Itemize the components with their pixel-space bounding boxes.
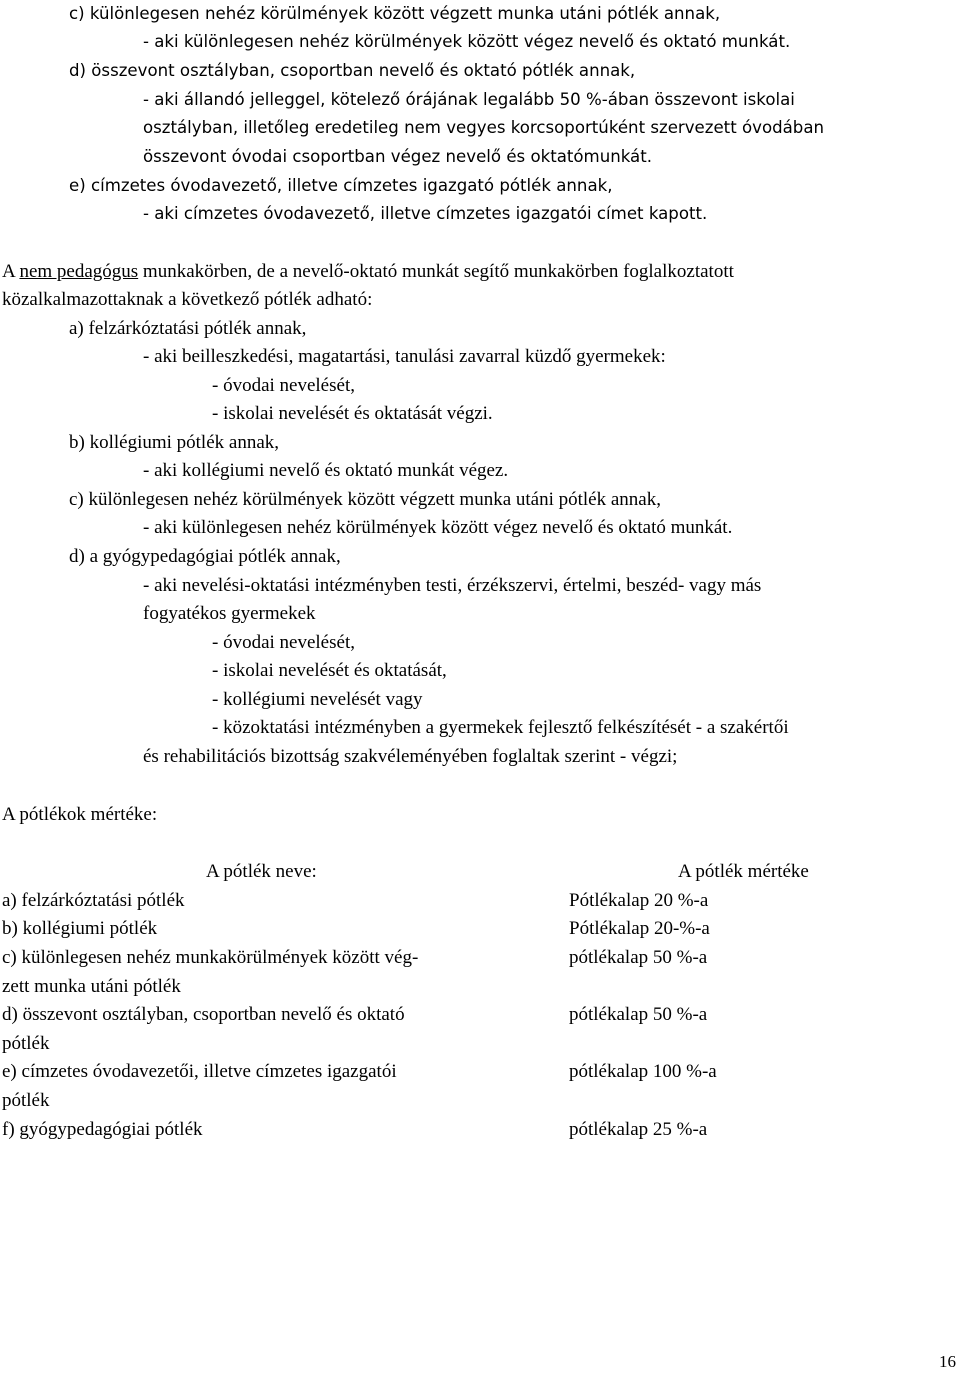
row-name: f) gyógypedagógiai pótlék xyxy=(2,1119,203,1140)
row-name: c) különlegesen nehéz munkakörülmények között vég- xyxy=(2,947,419,968)
table-header-name: A pótlék neve: xyxy=(206,861,317,882)
row-name-cont: zett munka utáni pótlék xyxy=(2,976,181,997)
list-b-title: b) kollégiumi pótlék annak, xyxy=(69,432,280,453)
list-d-title: d) a gyógypedagógiai pótlék annak, xyxy=(69,546,341,567)
list-d-s2: - iskolai nevelését és oktatását, xyxy=(212,660,447,681)
row-name-cont: pótlék xyxy=(2,1033,50,1054)
list-d-s1: - óvodai nevelését, xyxy=(212,632,355,653)
measure-heading: A pótlékok mértéke: xyxy=(2,804,158,825)
item-c-sub: - aki különlegesen nehéz körülmények között végez nevelő és oktató munkát. xyxy=(143,32,791,51)
intro-line2: közalkalmazottaknak a következő pótlék adható: xyxy=(2,289,373,310)
list-a-sub1: - óvodai nevelését, xyxy=(212,375,355,396)
row-name: e) címzetes óvodavezetői, illetve címzetes igazgatói xyxy=(2,1061,397,1082)
item-e-title: e) címzetes óvodavezető, illetve címzetes igazgató pótlék annak, xyxy=(69,176,613,195)
item-d-line3: összevont óvodai csoportban végez nevelő és oktatómunkát. xyxy=(143,147,653,166)
item-d-title: d) összevont osztályban, csoportban nevelő és oktató pótlék annak, xyxy=(69,61,636,80)
list-a-title: a) felzárkóztatási pótlék annak, xyxy=(69,318,307,339)
row-rate: pótlékalap 25 %-a xyxy=(569,1119,708,1140)
row-name: a) felzárkóztatási pótlék xyxy=(2,890,185,911)
list-c-title: c) különlegesen nehéz körülmények között végzett munka utáni pótlék annak, xyxy=(69,489,661,510)
item-d-line1: - aki állandó jelleggel, kötelező órájának legalább 50 %-ában összevont iskolai xyxy=(143,90,795,109)
table-header-rate: A pótlék mértéke xyxy=(678,861,809,882)
row-rate: pótlékalap 50 %-a xyxy=(569,947,708,968)
item-e-sub: - aki címzetes óvodavezető, illetve címzetes igazgatói címet kapott. xyxy=(143,204,708,223)
list-d-s5: és rehabilitációs bizottság szakvéleményében foglaltak szerint - végzi; xyxy=(143,746,678,767)
row-name: b) kollégiumi pótlék xyxy=(2,918,158,939)
row-rate: Pótlékalap 20 %-a xyxy=(569,890,709,911)
row-name-cont: pótlék xyxy=(2,1090,50,1111)
row-rate: Pótlékalap 20-%-a xyxy=(569,918,710,939)
item-d-line2: osztályban, illetőleg eredetileg nem vegyes korcsoportúként szervezett óvodában xyxy=(143,118,825,137)
row-rate: pótlékalap 100 %-a xyxy=(569,1061,717,1082)
list-a-sub2: - iskolai nevelését és oktatását végzi. xyxy=(212,403,493,424)
intro-line1: A nem pedagógus munkakörben, de a nevelő-oktató munkát segítő munkakörben foglalkoztatott xyxy=(2,261,734,282)
list-a-sub: - aki beilleszkedési, magatartási, tanulási zavarral küzdő gyermekek: xyxy=(143,346,666,367)
page-number: 16 xyxy=(939,1352,956,1371)
list-b-sub: - aki kollégiumi nevelő és oktató munkát végez. xyxy=(143,460,509,481)
row-rate: pótlékalap 50 %-a xyxy=(569,1004,708,1025)
item-c-title: c) különlegesen nehéz körülmények között végzett munka utáni pótlék annak, xyxy=(69,4,721,23)
list-d-sub2: fogyatékos gyermekek xyxy=(143,603,316,624)
list-d-s3: - kollégiumi nevelését vagy xyxy=(212,689,423,710)
row-name: d) összevont osztályban, csoportban nevelő és oktató xyxy=(2,1004,405,1025)
list-c-sub: - aki különlegesen nehéz körülmények között végez nevelő és oktató munkát. xyxy=(143,517,733,538)
list-d-s4: - közoktatási intézményben a gyermekek fejlesztő felkészítését - a szakértői xyxy=(212,717,789,738)
list-d-sub1: - aki nevelési-oktatási intézményben testi, érzékszervi, értelmi, beszéd- vagy más xyxy=(143,575,762,596)
underlined-phrase: nem pedagógus xyxy=(19,261,139,282)
